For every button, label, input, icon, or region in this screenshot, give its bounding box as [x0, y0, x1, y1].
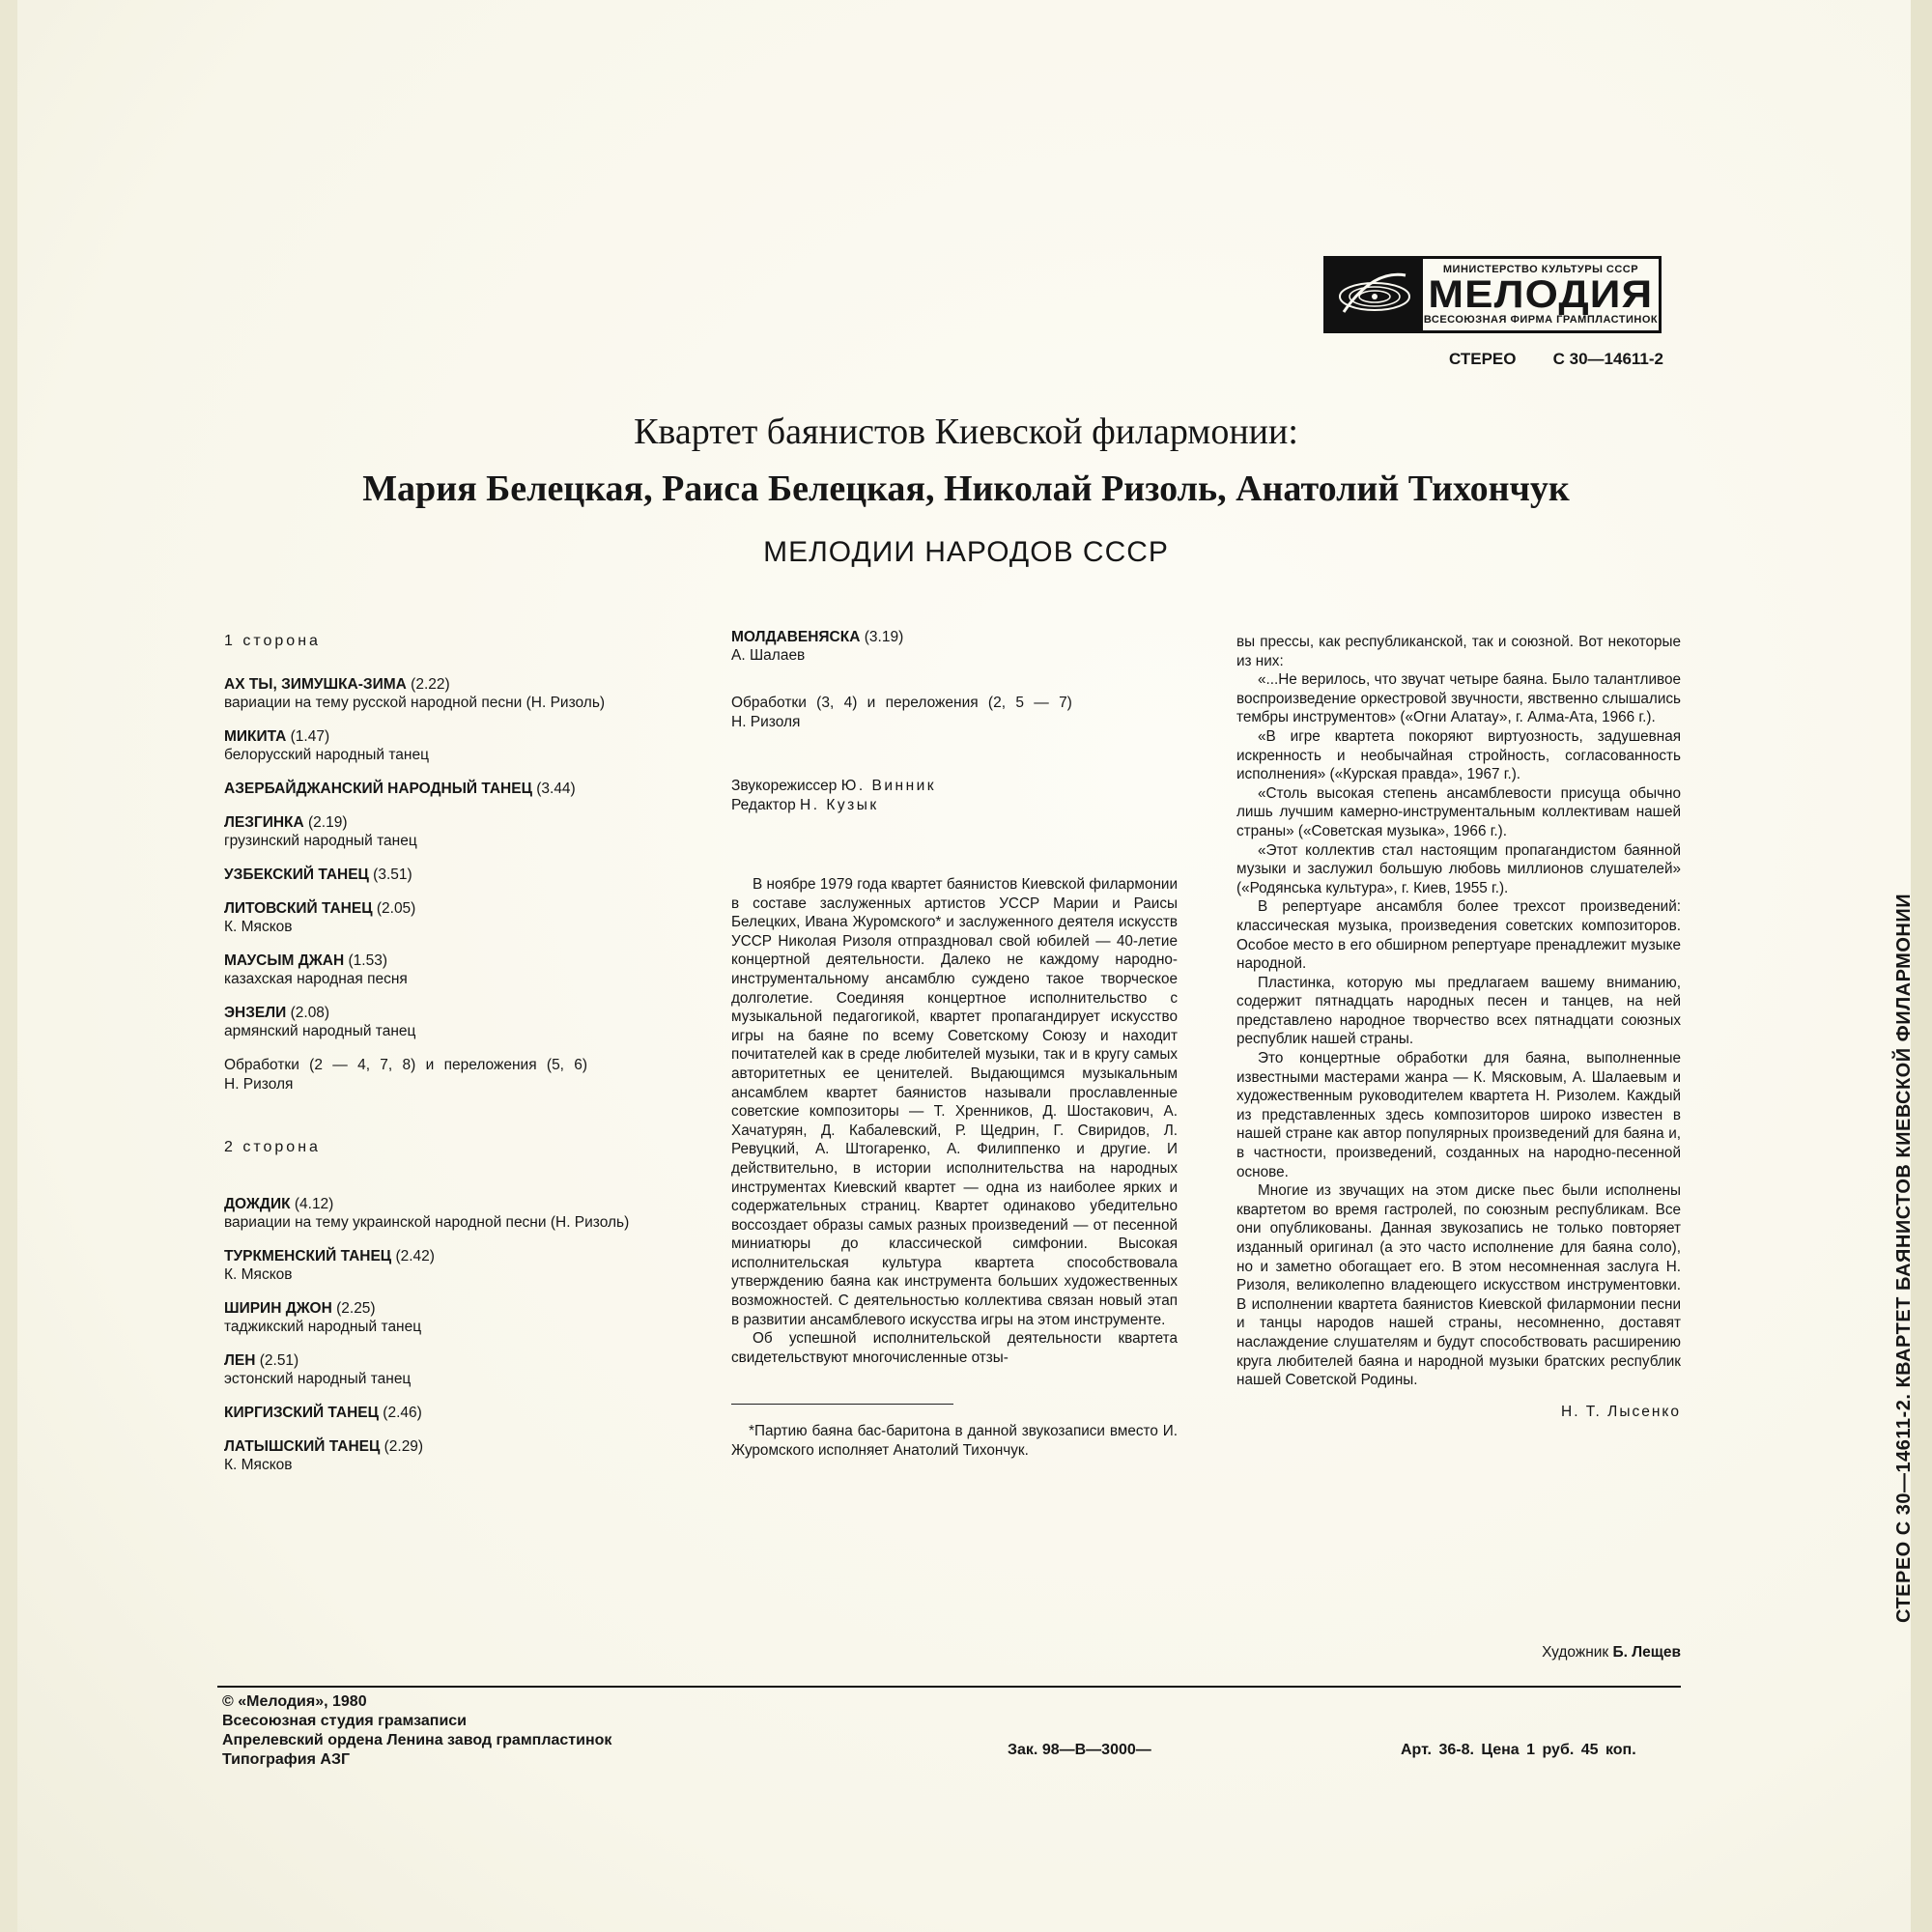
track-title: АХ ТЫ, ЗИМУШКА-ЗИМА — [224, 676, 407, 693]
members-title: Мария Белецкая, Раиса Белецкая, Николай Ризоль, Анатолий Тихончук — [362, 469, 1570, 509]
track-desc: белорусский народный танец — [224, 747, 429, 763]
copyright-line: © «Мелодия», 1980 — [222, 1693, 367, 1710]
track-item — [224, 952, 678, 988]
track-item — [731, 628, 1178, 665]
track-desc: грузинский народный танец — [224, 833, 417, 849]
essay-paragraph: вы прессы, как республиканской, так и союзной. Вот некоторые из них: — [1236, 634, 1681, 669]
track-desc: эстонский народный танец — [224, 1371, 412, 1387]
footnote: *Партию баяна бас-баритона в данной звукозаписи вместо И. Журомского исполняет Анатолий Тихончук. — [731, 1423, 1178, 1460]
sleeve-left-edge — [0, 0, 17, 1932]
essay-paragraph: Об успешной исполнительской деятельности квартета свидетельствуют многочисленные отзы- — [731, 1330, 1178, 1366]
track-time: (3.19) — [864, 629, 904, 645]
track-item — [224, 1004, 678, 1040]
track-time: (2.25) — [331, 1300, 376, 1317]
track-item — [224, 727, 678, 764]
track-time: (2.51) — [255, 1352, 299, 1369]
track-title: ЛАТЫШСКИЙ ТАНЕЦ — [224, 1438, 381, 1455]
logo-ministry-text: МИНИСТЕРСТВО КУЛЬТУРЫ СССР — [1442, 264, 1639, 275]
essay-paragraph: В ноябре 1979 года квартет баянистов Киевской филармонии в составе заслуженных артистов УССР Марии и Раисы Белецких, Ивана Журомского* и заслуженного деятеля искусств УССР Николая Ризоля отпраздновал свой юбилей — 40-летие концертной деятельности. Далеко не каждому народно-инструментальному ансамблю суждено такое творческое долголетие. Соединяя концертное исполнительство с музыкальной педагогикой, квартет пропагандирует искусство игры на баяне по всему Советскому Союзу и находит почитателей как в среде любителей музыки, так и в кругу самых авторитетных ее ценителей. Выдающимся музыкальным ансамблем квартет баянистов называли прославленные советские композиторы — Т. Хренников, Д. Шостакович, А. Хачатурян, Д. Кабалевский, Р. Щедрин, Г. Свиридов, Л. Ревуцкий, А. Штогаренко, А. Филиппенко и другие. И действительно, в истории исполнительства на народных инструментах Киевский квартет — одна из наиболее ярких и содержательных страниц. Квартет одинаково убедительно воссоздает образы самых разных произведений — от песенной миниатюры до классической симфонии. Высокая исполнительская культура квартета способствовала утверждению баяна как инструмента больших художественных возможностей. С деятельностью коллектива связан новый этап в развитии ансамблевого искусства игры на этом инструменте. — [731, 876, 1178, 1328]
essay-paragraph: Это концертные обработки для баяна, выполненные известными мастерами жанра — К. Мясковым, А. Шалаевым и художественным руководителем квартета Н. Ризолем. Каждый из представленных здесь композиторов широко известен в нашей стране как автор популярных произведений для баяна и, в частности, произведений, созданных на народно-песенной основе. — [1236, 1050, 1681, 1180]
essay-column-right — [1236, 633, 1681, 1421]
track-item — [224, 866, 678, 884]
essay-paragraph: В репертуаре ансамбля более трехсот произведений: классическая музыка, произведения советских композиторов. Особое место в его обширном репертуаре пренадлежит музыке народной. — [1236, 898, 1681, 973]
track-title: ДОЖДИК — [224, 1196, 291, 1212]
melodiya-emblem-icon — [1326, 259, 1423, 330]
track-time: (3.51) — [368, 867, 412, 883]
track-item — [224, 899, 678, 936]
track-item — [224, 1351, 678, 1388]
printer-line: Типография АЗГ — [222, 1751, 351, 1768]
track-time: (4.12) — [290, 1196, 334, 1212]
plant-line: Апрелевский ордена Ленина завод грампластинок — [222, 1732, 612, 1748]
track-desc: вариации на тему украинской народной песни (Н. Ризоль) — [224, 1214, 630, 1231]
studio-line: Всесоюзная студия грамзаписи — [222, 1713, 468, 1729]
essay-text-part1 — [731, 875, 1178, 1367]
engineer-name: Ю. Винник — [840, 778, 937, 794]
track-title: МОЛДАВЕНЯСКА — [731, 629, 861, 645]
track-time: (2.42) — [391, 1248, 435, 1264]
track-title: ЛЕН — [224, 1352, 256, 1369]
footnote-divider — [731, 1404, 953, 1405]
logo-brand-text: МЕЛОДИЯ — [1428, 273, 1654, 316]
essay-paragraph: «Столь высокая степень ансамблевости присуща обычно лишь лучшим камерно-инструментальным коллективам нашей страны» («Советская музыка», 1966 г.). — [1236, 784, 1681, 839]
spine-text: СТЕРЕО С 30—14611-2. КВАРТЕТ БАЯНИСТОВ КИЕВСКОЙ ФИЛАРМОНИИ — [1893, 893, 1915, 1623]
track-time: (2.19) — [303, 814, 348, 831]
track-desc: армянский народный танец — [224, 1023, 416, 1039]
side1-arrangement-note: Обработки (2 — 4, 7, 8) и переложения (5, 6) Н. Ризоля — [224, 1057, 588, 1093]
track-title: ЛЕЗГИНКА — [224, 814, 304, 831]
essay-column-middle — [731, 628, 1178, 1461]
artist-label: Художник — [1542, 1644, 1609, 1661]
side2-track-list — [224, 1195, 678, 1474]
side1-track-list — [224, 675, 678, 1040]
track-time: (2.08) — [286, 1005, 330, 1021]
price-line: Арт. 36-8. Цена 1 руб. 45 коп. — [1401, 1742, 1636, 1758]
side1-heading: 1 сторона — [224, 633, 321, 649]
essay-paragraph: Многие из звучащих на этом диске пьес были исполнены квартетом во время гастролей, по союзным республикам. Все они опубликованы. Данная звукозапись не только повторяет изданный оригинал (а это часто исполнение для баяна соло), но и заметно обогащает его. В этом несомненная заслуга Н. Ризоля, великолепно владеющего искусством инструментовки. В исполнении квартета баянистов Киевской филармонии песни и танцы народов нашей страны, несомненно, доставят наслаждение слушателям и будут способствовать расширению круга любителей баяна и народной музыки братских республик нашей Советской Родины. — [1236, 1182, 1681, 1389]
catalog-number: С 30—14611-2 — [1552, 350, 1663, 368]
track-desc: таджикский народный танец — [224, 1319, 422, 1335]
bottom-divider — [217, 1686, 1681, 1688]
track-item — [224, 675, 678, 712]
production-credits — [731, 777, 1178, 815]
logo-firm-text: ВСЕСОЮЗНАЯ ФИРМА ГРАМПЛАСТИНОК — [1423, 314, 1659, 326]
engineer-label: Звукорежиссер — [731, 778, 838, 794]
melodiya-logo — [1323, 256, 1662, 333]
ensemble-title: Квартет баянистов Киевской филармонии: — [634, 412, 1298, 452]
track-desc: К. Мясков — [224, 919, 293, 935]
essay-paragraph: «Этот коллектив стал настоящим пропагандистом баянной музыки и заслужил большую любовь миллионов слушателей» («Родянська культура», г. Киев, 1955 г.). — [1236, 841, 1681, 896]
tracklist-column — [224, 633, 678, 1490]
track-title: МАУСЫМ ДЖАН — [224, 952, 345, 969]
track-desc: казахская народная песня — [224, 971, 408, 987]
track-time: (2.22) — [406, 676, 450, 693]
editor-label: Редактор — [731, 797, 796, 813]
track-title: АЗЕРБАЙДЖАНСКИЙ НАРОДНЫЙ ТАНЕЦ — [224, 781, 532, 797]
track-item — [224, 813, 678, 850]
track-time: (2.05) — [372, 900, 416, 917]
track-title: ЭНЗЕЛИ — [224, 1005, 287, 1021]
essay-paragraph: «В игре квартета покоряют виртуозность, задушевная искренность и необычайная стройность, согласованность исполнения» («Курская правда», 1967 г.). — [1236, 727, 1681, 783]
track-item — [224, 1195, 678, 1232]
artist-name: Б. Лещев — [1612, 1644, 1681, 1661]
side2-heading: 2 сторона — [224, 1139, 321, 1155]
side2-arrangement-note: Обработки (3, 4) и переложения (2, 5 — 7) Н. Ризоля — [731, 695, 1072, 730]
track-time: (2.46) — [378, 1405, 422, 1421]
track-item — [224, 1247, 678, 1284]
track-time: (2.29) — [380, 1438, 424, 1455]
artist-credit — [1236, 1644, 1681, 1662]
album-title: МЕЛОДИИ НАРОДОВ СССР — [763, 536, 1169, 568]
track-title: ЛИТОВСКИЙ ТАНЕЦ — [224, 900, 373, 917]
track-time: (1.53) — [344, 952, 387, 969]
track-item — [224, 1437, 678, 1474]
track-desc: К. Мясков — [224, 1457, 293, 1473]
essay-author: Н. Т. Лысенко — [1561, 1403, 1681, 1420]
imprint-block — [222, 1692, 611, 1770]
track-desc: К. Мясков — [224, 1266, 293, 1283]
essay-text-part2 — [1236, 633, 1681, 1390]
track-item — [224, 1404, 678, 1422]
format-label: СТЕРЕО — [1449, 350, 1517, 368]
track-time: (1.47) — [286, 728, 330, 745]
track-title: КИРГИЗСКИЙ ТАНЕЦ — [224, 1405, 379, 1421]
track-title: ТУРКМЕНСКИЙ ТАНЕЦ — [224, 1248, 392, 1264]
track-item — [224, 1299, 678, 1336]
catalog-line — [1449, 350, 1663, 369]
track-title: ШИРИН ДЖОН — [224, 1300, 332, 1317]
track-desc: вариации на тему русской народной песни (Н. Ризоль) — [224, 695, 606, 711]
editor-name: Н. Кузык — [800, 797, 879, 813]
essay-paragraph: Пластинка, которую мы предлагаем вашему вниманию, содержит пятнадцать народных песен и танцев, на ней представлено народное творчество всех пятнадцати союзных республик нашей страны. — [1236, 974, 1681, 1048]
essay-paragraph: «...Не верилось, что звучат четыре баяна. Было талантливое воспроизведение оркестровой звучности, явственно слышались тембры инструментов» («Огни Алатау», г. Алма-Ата, 1966 г.). — [1236, 671, 1681, 726]
order-number: Зак. 98—В—3000— — [1008, 1742, 1151, 1758]
track-desc: А. Шалаев — [731, 647, 806, 664]
track-item — [224, 780, 678, 798]
track-time: (3.44) — [531, 781, 576, 797]
track-title: УЗБЕКСКИЙ ТАНЕЦ — [224, 867, 369, 883]
track-title: МИКИТА — [224, 728, 287, 745]
